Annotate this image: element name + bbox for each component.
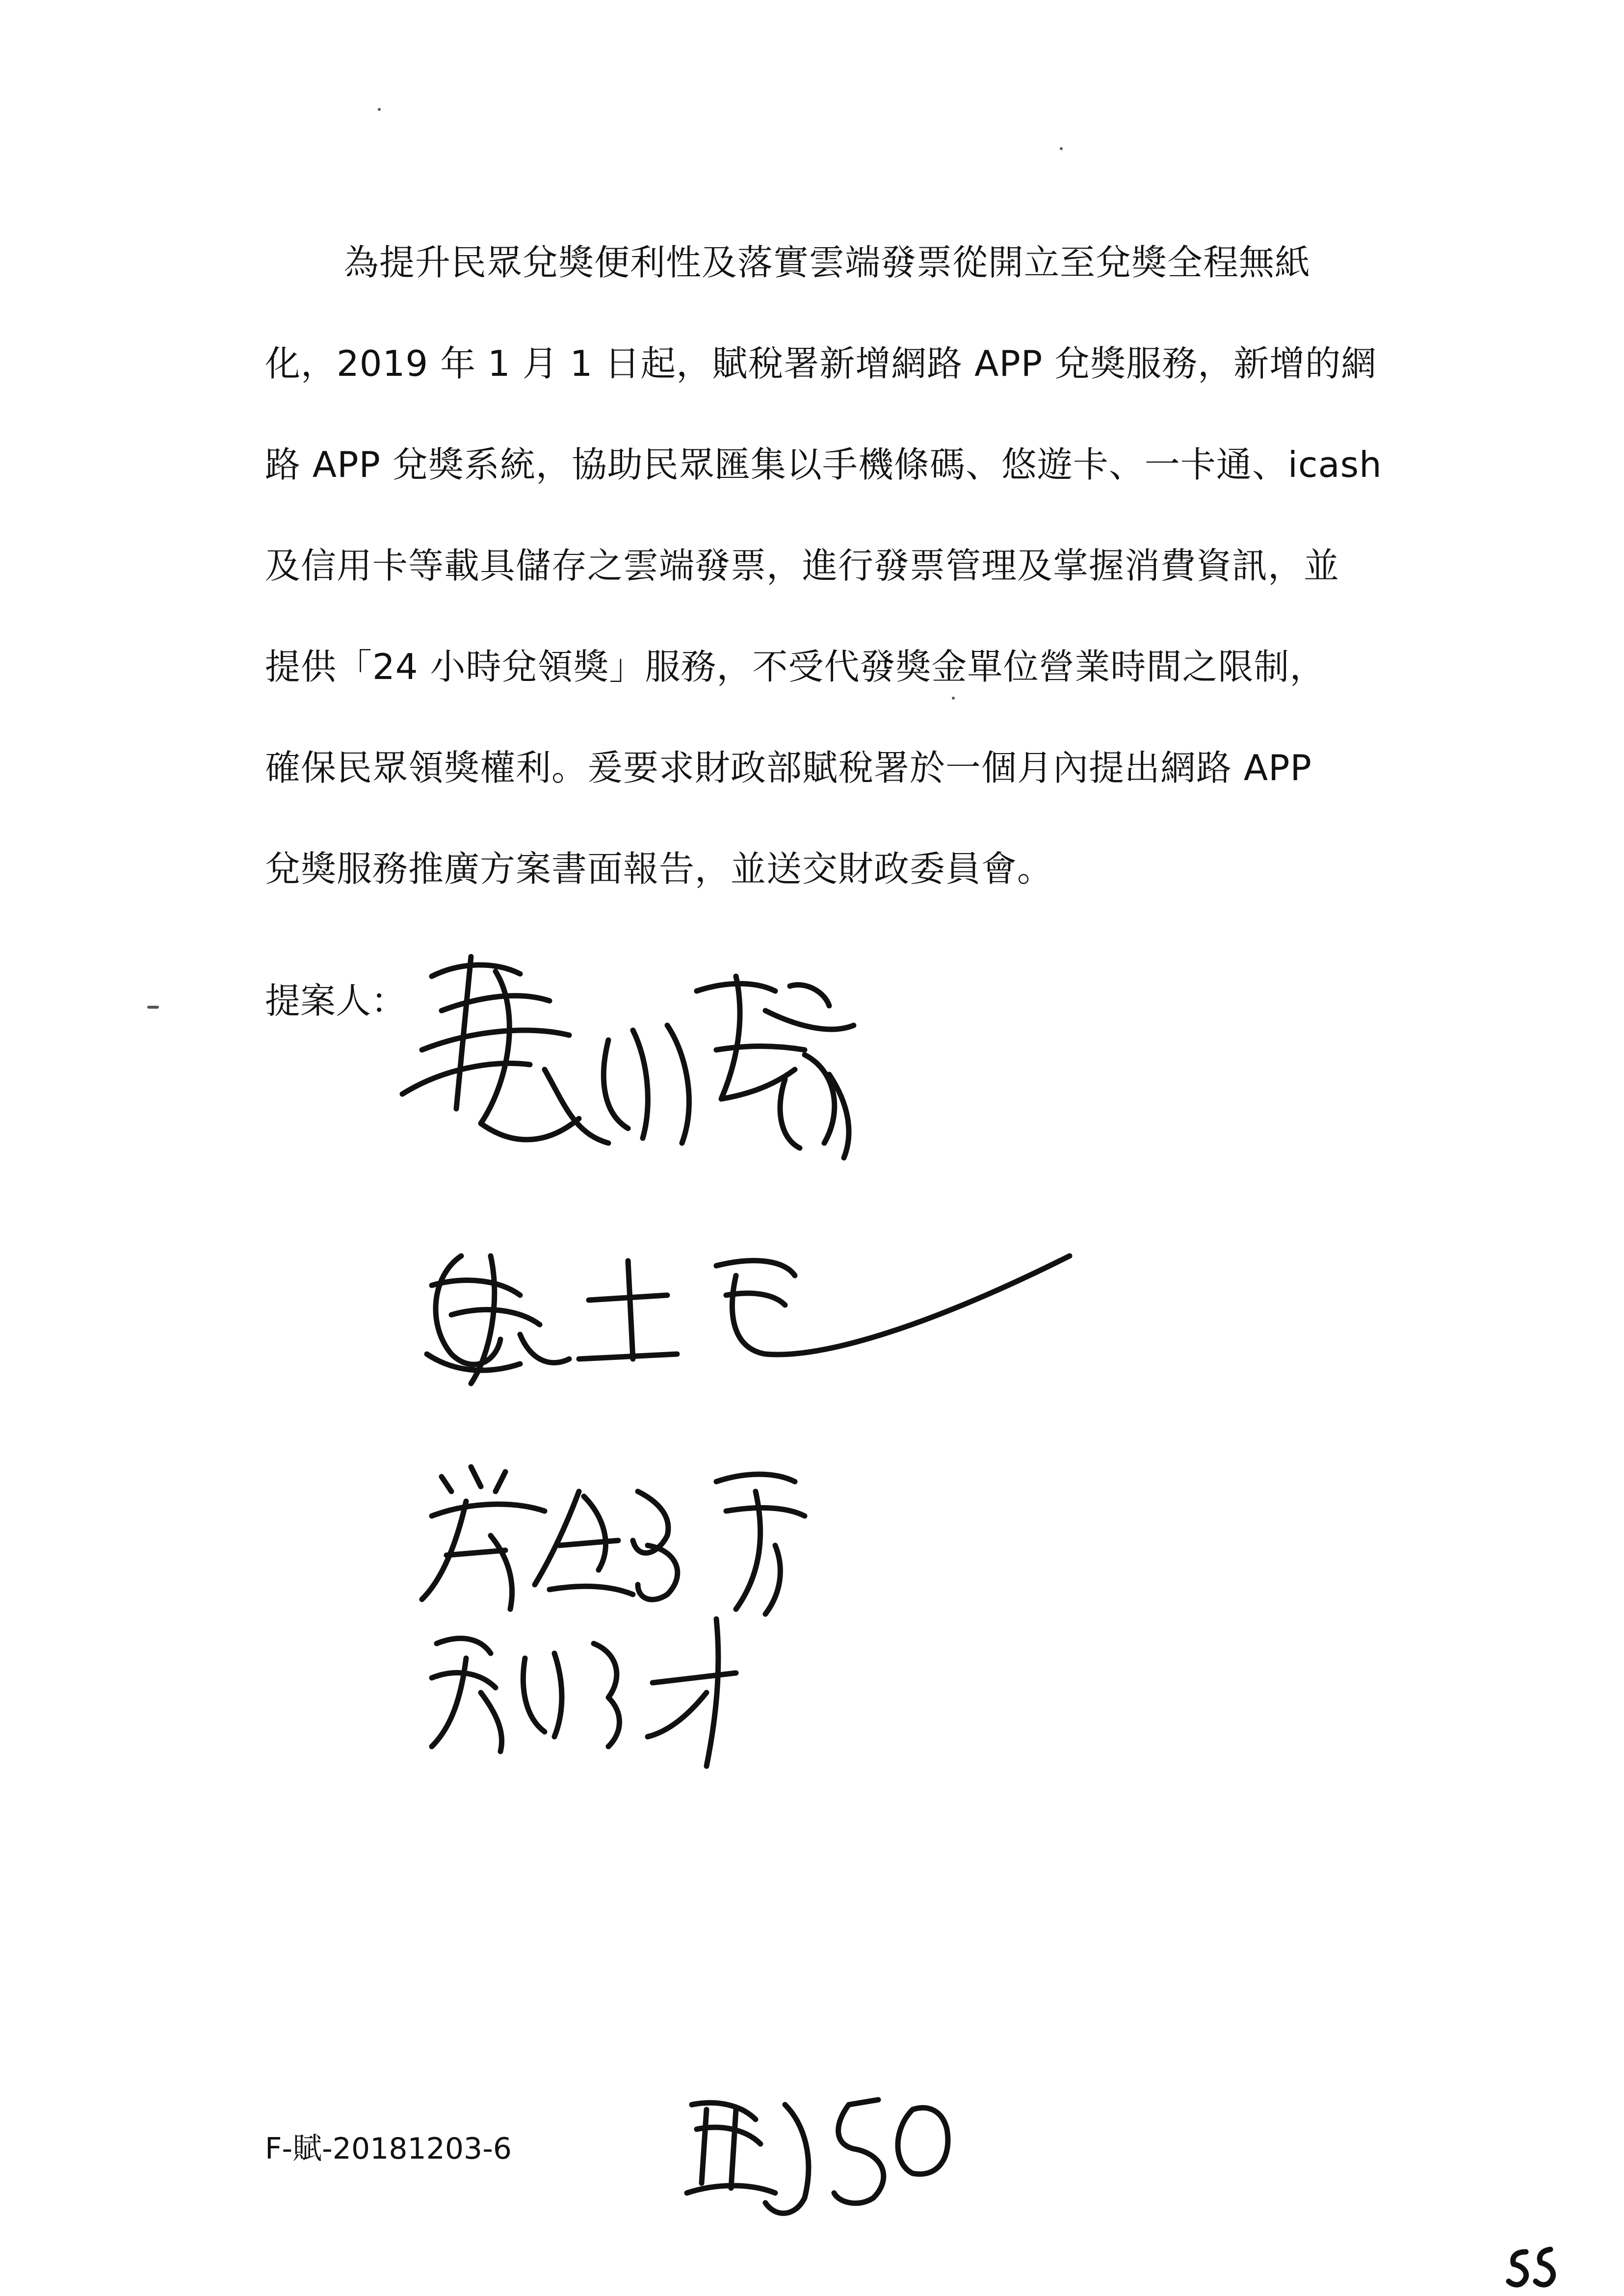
scan-speck bbox=[952, 697, 955, 700]
handwritten-signature-3 bbox=[422, 1467, 805, 1614]
handwritten-mark-fu-50 bbox=[687, 2100, 948, 2213]
document-code: F-賦-20181203-6 bbox=[265, 2132, 512, 2166]
scan-speck bbox=[1060, 147, 1063, 150]
handwritten-signature-1 bbox=[402, 957, 854, 1158]
handwritten-mark-55 bbox=[1509, 2249, 1553, 2285]
paragraph-line-7: 兌獎服務推廣方案書面報告，並送交財政委員會。 bbox=[265, 848, 1053, 889]
paragraph-line-3: 路 APP 兌獎系統，協助民眾匯集以手機條碼、悠遊卡、一卡通、icash bbox=[265, 444, 1382, 485]
handwritten-signature-2 bbox=[427, 1256, 1070, 1383]
paragraph-line-5: 提供「24 小時兌領獎」服務，不受代發獎金單位營業時間之限制， bbox=[265, 646, 1326, 687]
handwritten-signature-4 bbox=[432, 1619, 736, 1766]
scan-speck bbox=[378, 108, 381, 111]
paragraph-line-6: 確保民眾領獎權利。爰要求財政部賦稅署於一個月內提出網路 APP bbox=[265, 747, 1312, 788]
paragraph-line-4: 及信用卡等載具儲存之雲端發票，進行發票管理及掌握消費資訊，並 bbox=[265, 545, 1340, 586]
scan-speck bbox=[147, 1006, 159, 1009]
paragraph-line-1: 為提升民眾兌獎便利性及落實雲端發票從開立至兌獎全程無紙 bbox=[343, 242, 1311, 283]
proposal-paragraph bbox=[265, 231, 1408, 938]
proposer-label: 提案人： bbox=[265, 980, 407, 1021]
paragraph-line-2: 化，2019 年 1 月 1 日起，賦稅署新增網路 APP 兌獎服務，新增的網 bbox=[265, 343, 1377, 384]
